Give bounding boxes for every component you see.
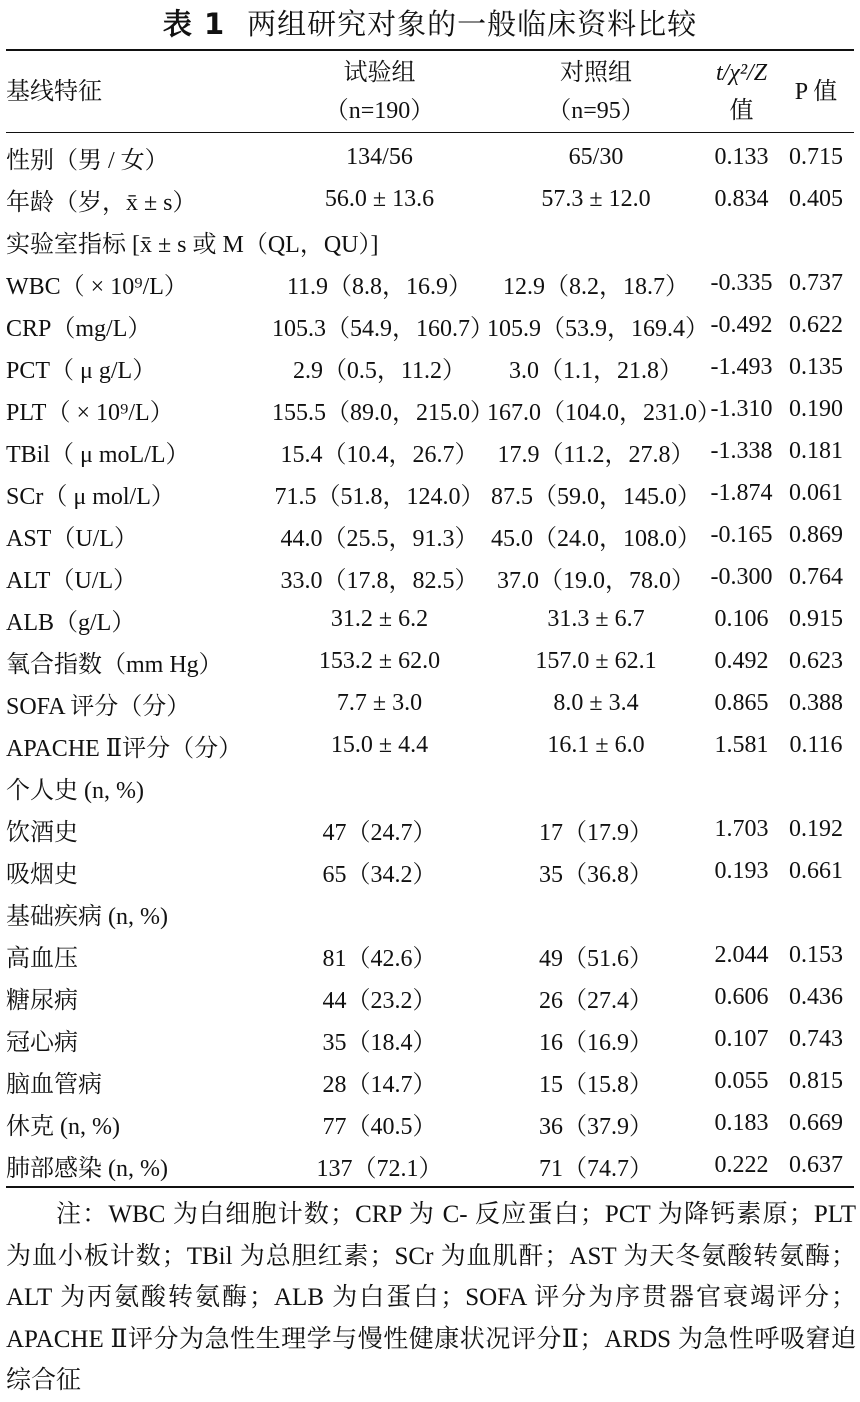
row-label: 休克 (n, %) [6,1113,120,1140]
header-stat-symbol: t/χ²/Z [715,60,768,86]
p-value: 0.622 [789,311,843,338]
row-label: AST（U/L） [6,525,138,552]
trial-value: 65（34.2） [322,861,437,888]
stat-value: -0.165 [710,521,773,548]
trial-value: 28（14.7） [322,1071,437,1098]
control-value [487,220,705,262]
trial-value: 15.4（10.4，26.7） [280,441,479,468]
row-label: 冠心病 [6,1029,78,1056]
control-value: 49（51.6） [539,945,653,972]
row-label: 糖尿病 [6,987,78,1014]
control-value: 17（17.9） [539,819,653,846]
stat-value: -1.310 [710,395,773,422]
top-rule [6,49,854,51]
p-value: 0.715 [789,143,843,170]
table-row [6,556,854,598]
row-label: 性别（男 / 女） [6,147,169,174]
stat-value: 0.107 [714,1025,769,1052]
trial-value: 137（72.1） [316,1155,443,1182]
p-value: 0.436 [789,983,843,1010]
table-row [6,892,854,934]
p-value: 0.061 [789,479,843,506]
trial-value: 15.0 ± 4.4 [330,731,429,758]
stat-value: 0.193 [714,857,769,884]
table-row [6,304,854,346]
stat-value: 0.106 [714,605,769,632]
table-row [6,220,854,262]
control-value [487,766,705,808]
table-row [6,640,854,682]
control-value: 87.5（59.0，145.0） [491,483,701,510]
stat-value: 0.834 [714,185,769,212]
header-p-value: P 值 [794,79,838,105]
control-value: 12.9（8.2，18.7） [503,273,689,300]
table-row [6,1018,854,1060]
trial-value: 11.9（8.8，16.9） [286,273,473,300]
control-value: 16.1 ± 6.0 [547,731,645,758]
table-row [6,346,854,388]
table-number: 表 1 [162,7,226,41]
stat-value: 0.492 [714,647,769,674]
row-label: 氧合指数（mm Hg） [6,651,223,678]
header-trial-n: （n=190） [324,98,435,124]
note-text: 注：WBC 为白细胞计数；CRP 为 C- 反应蛋白；PCT 为降钙素原；PLT 为血小板计数；TBil 为总胆红素；SCr 为血肌酐；AST 为天冬氨酸转氨酶；ALT 为丙氨酸转氨酶；ALB 为白蛋白；SOFA 评分为序贯器官衰竭评分；APACHE Ⅱ评分为急性生理学与慢性健康状况评分Ⅱ；ARDS 为急性呼吸窘迫综合征 [6,1201,856,1394]
bottom-rule [6,1186,854,1188]
trial-value: 7.7 ± 3.0 [336,689,423,716]
stat-value: 0.222 [714,1151,769,1178]
stat-value [705,766,778,808]
control-value: 37.0（19.0，78.0） [497,567,695,594]
table-caption: 两组研究对象的一般临床资料比较 [247,9,698,41]
row-label: 高血压 [6,945,78,972]
control-value: 17.9（11.2，27.8） [497,441,695,468]
table-row [6,808,854,850]
row-label: 脑血管病 [6,1071,102,1098]
row-label: CRP（mg/L） [6,315,152,342]
trial-value: 44.0（25.5，91.3） [280,525,479,552]
trial-value: 134/56 [346,143,413,170]
stat-value: 0.606 [714,983,769,1010]
row-label: TBil（ μ moL/L） [6,441,190,468]
table-row [6,388,854,430]
p-value [778,220,854,262]
control-value: 26（27.4） [539,987,653,1014]
table-row [6,1144,854,1186]
stat-value: 0.133 [714,143,769,170]
p-value: 0.869 [789,521,843,548]
trial-value: 155.5（89.0，215.0） [272,399,494,426]
row-label: SOFA 评分（分） [6,693,191,720]
header-trial-group: 试验组 [343,60,416,86]
stat-value: 0.055 [714,1067,769,1094]
p-value: 0.915 [789,605,843,632]
p-value: 0.388 [789,689,843,716]
stat-value: -0.335 [710,269,773,296]
control-value: 157.0 ± 62.1 [535,647,657,674]
control-value [487,892,705,934]
trial-value [272,766,487,808]
control-value: 15（15.8） [539,1071,653,1098]
row-label: PCT（ μ g/L） [6,357,157,384]
trial-value: 35（18.4） [322,1029,437,1056]
table-row [6,598,854,640]
table-note [6,1194,856,1402]
row-label: PLT（ × 10⁹/L） [6,399,174,426]
p-value: 0.153 [789,941,843,968]
trial-value: 153.2 ± 62.0 [318,647,441,674]
table-row [6,766,854,808]
table-row [6,514,854,556]
baseline-table [6,136,854,1186]
header-control-group: 对照组 [560,60,632,86]
stat-value: -0.492 [710,311,773,338]
stat-value: 0.865 [714,689,769,716]
p-value: 0.623 [789,647,843,674]
trial-value: 31.2 ± 6.2 [330,605,429,632]
stat-value: 1.703 [714,815,769,842]
p-value: 0.669 [789,1109,843,1136]
table-row [6,430,854,472]
header-rule [6,132,854,133]
table-row [6,724,854,766]
control-value: 105.9（53.9，169.4） [487,315,709,342]
p-value: 0.737 [789,269,843,296]
stat-value [705,892,778,934]
p-value: 0.637 [789,1151,843,1178]
stat-value: -0.300 [710,563,773,590]
control-value: 65/30 [568,143,624,170]
table-row [6,136,854,178]
p-value: 0.815 [789,1067,843,1094]
p-value: 0.190 [789,395,843,422]
row-label: ALB（g/L） [6,609,136,636]
header-characteristic: 基线特征 [6,79,102,105]
trial-value: 81（42.6） [322,945,437,972]
trial-value: 44（23.2） [322,987,437,1014]
table-title [0,4,860,45]
table-row [6,1102,854,1144]
table-row [6,682,854,724]
p-value: 0.192 [789,815,843,842]
row-label: 实验室指标 [x̄ ± s 或 M（QL，QU）] [6,231,379,258]
control-value: 35（36.8） [539,861,653,888]
control-value: 3.0（1.1，21.8） [509,357,683,384]
stat-value: -1.493 [710,353,773,380]
row-label: 饮酒史 [6,819,78,846]
row-label: ALT（U/L） [6,567,138,594]
trial-value [272,892,487,934]
header-stat-value: 值 [729,98,754,124]
trial-value: 56.0 ± 13.6 [324,185,435,212]
control-value: 36（37.9） [539,1113,653,1140]
stat-value: -1.874 [710,479,773,506]
table-row [6,472,854,514]
stat-value: 2.044 [714,941,769,968]
p-value: 0.135 [789,353,843,380]
row-label: 肺部感染 (n, %) [6,1155,168,1182]
table-row [6,1060,854,1102]
header-control-n: （n=95） [547,98,645,124]
row-label: 年龄（岁，x̄ ± s） [6,189,197,216]
trial-value: 33.0（17.8，82.5） [280,567,479,594]
stat-value: 1.581 [714,731,769,758]
p-value: 0.764 [789,563,843,590]
row-label: WBC（ × 10⁹/L） [6,273,188,300]
trial-value: 105.3（54.9，160.7） [272,315,494,342]
stat-value: 0.183 [714,1109,769,1136]
p-value: 0.181 [789,437,843,464]
control-value: 8.0 ± 3.4 [553,689,639,716]
control-value: 71（74.7） [539,1155,653,1182]
table-row [6,934,854,976]
stat-value [705,220,778,262]
control-value: 45.0（24.0，108.0） [491,525,701,552]
p-value: 0.661 [789,857,843,884]
stat-value: -1.338 [710,437,773,464]
row-label: SCr（ μ mol/L） [6,483,175,510]
table-row [6,976,854,1018]
trial-value: 2.9（0.5，11.2） [292,357,467,384]
control-value: 57.3 ± 12.0 [541,185,651,212]
p-value: 0.743 [789,1025,843,1052]
p-value [778,892,854,934]
row-label: APACHE Ⅱ评分（分） [6,735,243,762]
trial-value: 77（40.5） [322,1113,437,1140]
control-value: 167.0（104.0，231.0） [487,399,721,426]
row-label: 基础疾病 (n, %) [6,903,168,930]
p-value [778,766,854,808]
trial-value: 47（24.7） [322,819,437,846]
table-row [6,262,854,304]
trial-value: 71.5（51.8，124.0） [274,483,485,510]
row-label: 吸烟史 [6,861,78,888]
row-label: 个人史 (n, %) [6,777,144,804]
p-value: 0.405 [789,185,843,212]
control-value: 31.3 ± 6.7 [547,605,645,632]
table-row [6,178,854,220]
control-value: 16（16.9） [539,1029,653,1056]
p-value: 0.116 [789,731,843,758]
table-row [6,850,854,892]
